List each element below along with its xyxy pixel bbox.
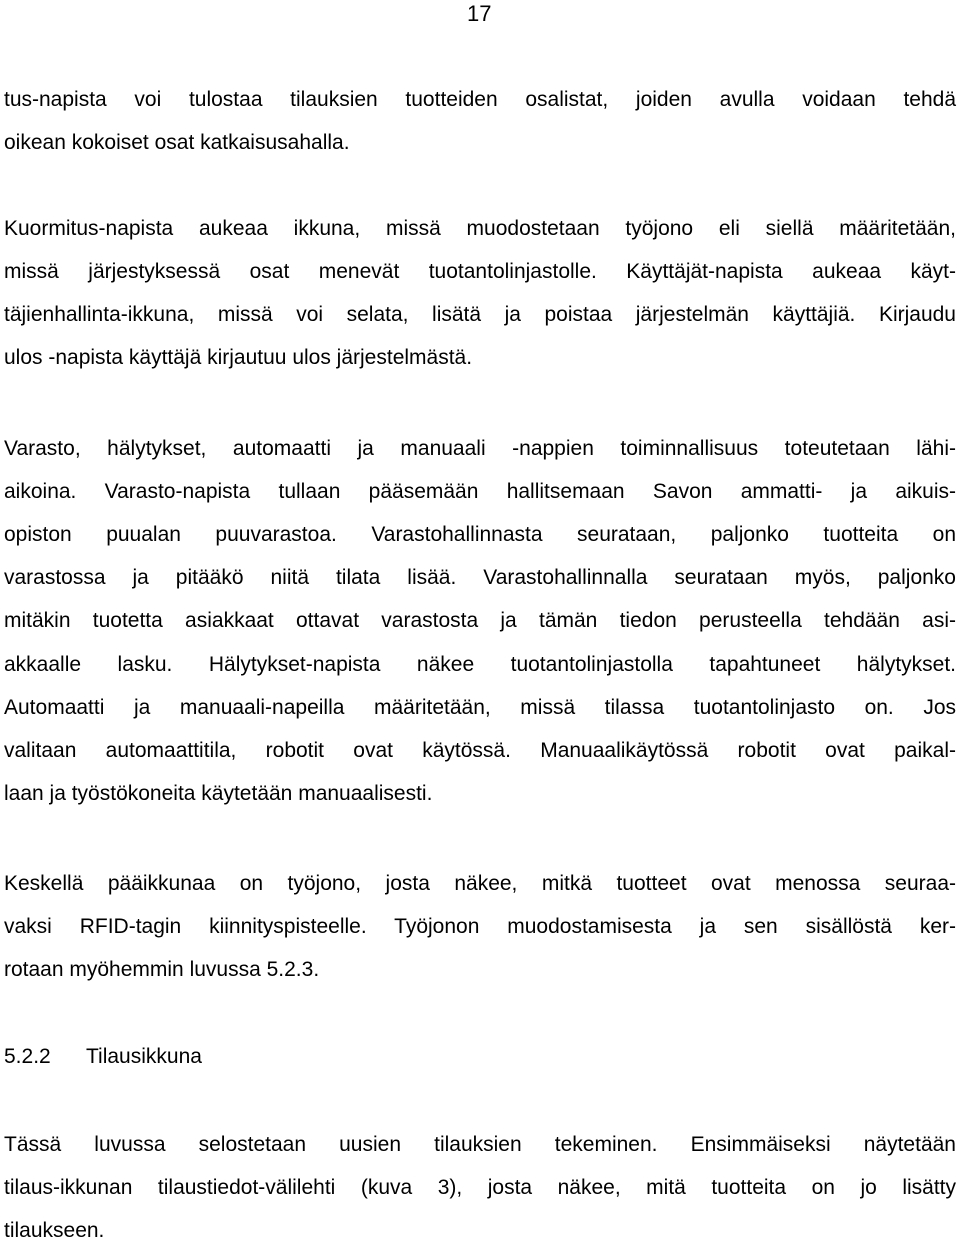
paragraph-3-line-9: laan ja työstökoneita käytetään manuaalisesti.: [4, 782, 433, 805]
paragraph-3-line-3: opiston puualan puuvarastoa. Varastohallinnasta seurataan, paljonko tuotteita on: [4, 523, 956, 546]
section-heading-title: Tilausikkuna: [86, 1045, 202, 1068]
paragraph-4-line-2: vaksi RFID-tagin kiinnityspisteelle. Työjonon muodostamisesta ja sen sisällöstä ker-: [4, 915, 956, 938]
paragraph-2-line-3: täjienhallinta-ikkuna, missä voi selata, lisätä ja poistaa järjestelmän käyttäjiä. Kirjaudu: [4, 303, 956, 326]
section-heading: [4, 1043, 956, 1071]
page-number: 17: [467, 1, 492, 26]
paragraph-3-line-7: Automaatti ja manuaali-napeilla määritetään, missä tilassa tuotantolinjasto on. Jos: [4, 696, 956, 719]
paragraph-1-line-2: oikean kokoiset osat katkaisusahalla.: [4, 131, 350, 154]
paragraph-2-line-2: missä järjestyksessä osat menevät tuotantolinjastolle. Käyttäjät-napista aukeaa käyt-: [4, 260, 956, 283]
paragraph-3-line-1: Varasto, hälytykset, automaatti ja manuaali -nappien toiminnallisuus toteutetaan lähi-: [4, 437, 956, 460]
section-heading-number: 5.2.2: [4, 1045, 51, 1068]
paragraph-3-line-6: akkaalle lasku. Hälytykset-napista näkee tuotantolinjastolla tapahtuneet hälytykset.: [4, 653, 956, 676]
paragraph-1-line-1: tus-napista voi tulostaa tilauksien tuotteiden osalistat, joiden avulla voidaan tehdä: [4, 88, 956, 111]
paragraph-2-line-4: ulos -napista käyttäjä kirjautuu ulos järjestelmästä.: [4, 346, 473, 369]
paragraph-5-line-2: tilaus-ikkunan tilaustiedot-välilehti (kuva 3), josta näkee, mitä tuotteita on jo lisätty: [4, 1176, 956, 1199]
paragraph-2-line-1: Kuormitus-napista aukeaa ikkuna, missä muodostetaan työjono eli siellä määritetään,: [4, 217, 956, 240]
paragraph-5-line-3: tilaukseen.: [4, 1219, 105, 1242]
paragraph-4-line-1: Keskellä pääikkunaa on työjono, josta näkee, mitkä tuotteet ovat menossa seuraa-: [4, 872, 956, 895]
paragraph-3-line-5: mitäkin tuotetta asiakkaat ottavat varastosta ja tämän tiedon perusteella tehdään asi-: [4, 609, 956, 632]
paragraph-3-line-2: aikoina. Varasto-napista tullaan pääsemään hallitsemaan Savon ammatti- ja aikuis-: [4, 480, 956, 503]
paragraph-4-line-3: rotaan myöhemmin luvussa 5.2.3.: [4, 958, 320, 981]
paragraph-3-line-4: varastossa ja pitääkö niitä tilata lisää. Varastohallinnalla seurataan myös, paljonko: [4, 566, 956, 589]
paragraph-5-line-1: Tässä luvussa selostetaan uusien tilauksien tekeminen. Ensimmäiseksi näytetään: [4, 1133, 956, 1156]
paragraph-3-line-8: valitaan automaattitila, robotit ovat käytössä. Manuaalikäytössä robotit ovat paikal-: [4, 739, 956, 762]
